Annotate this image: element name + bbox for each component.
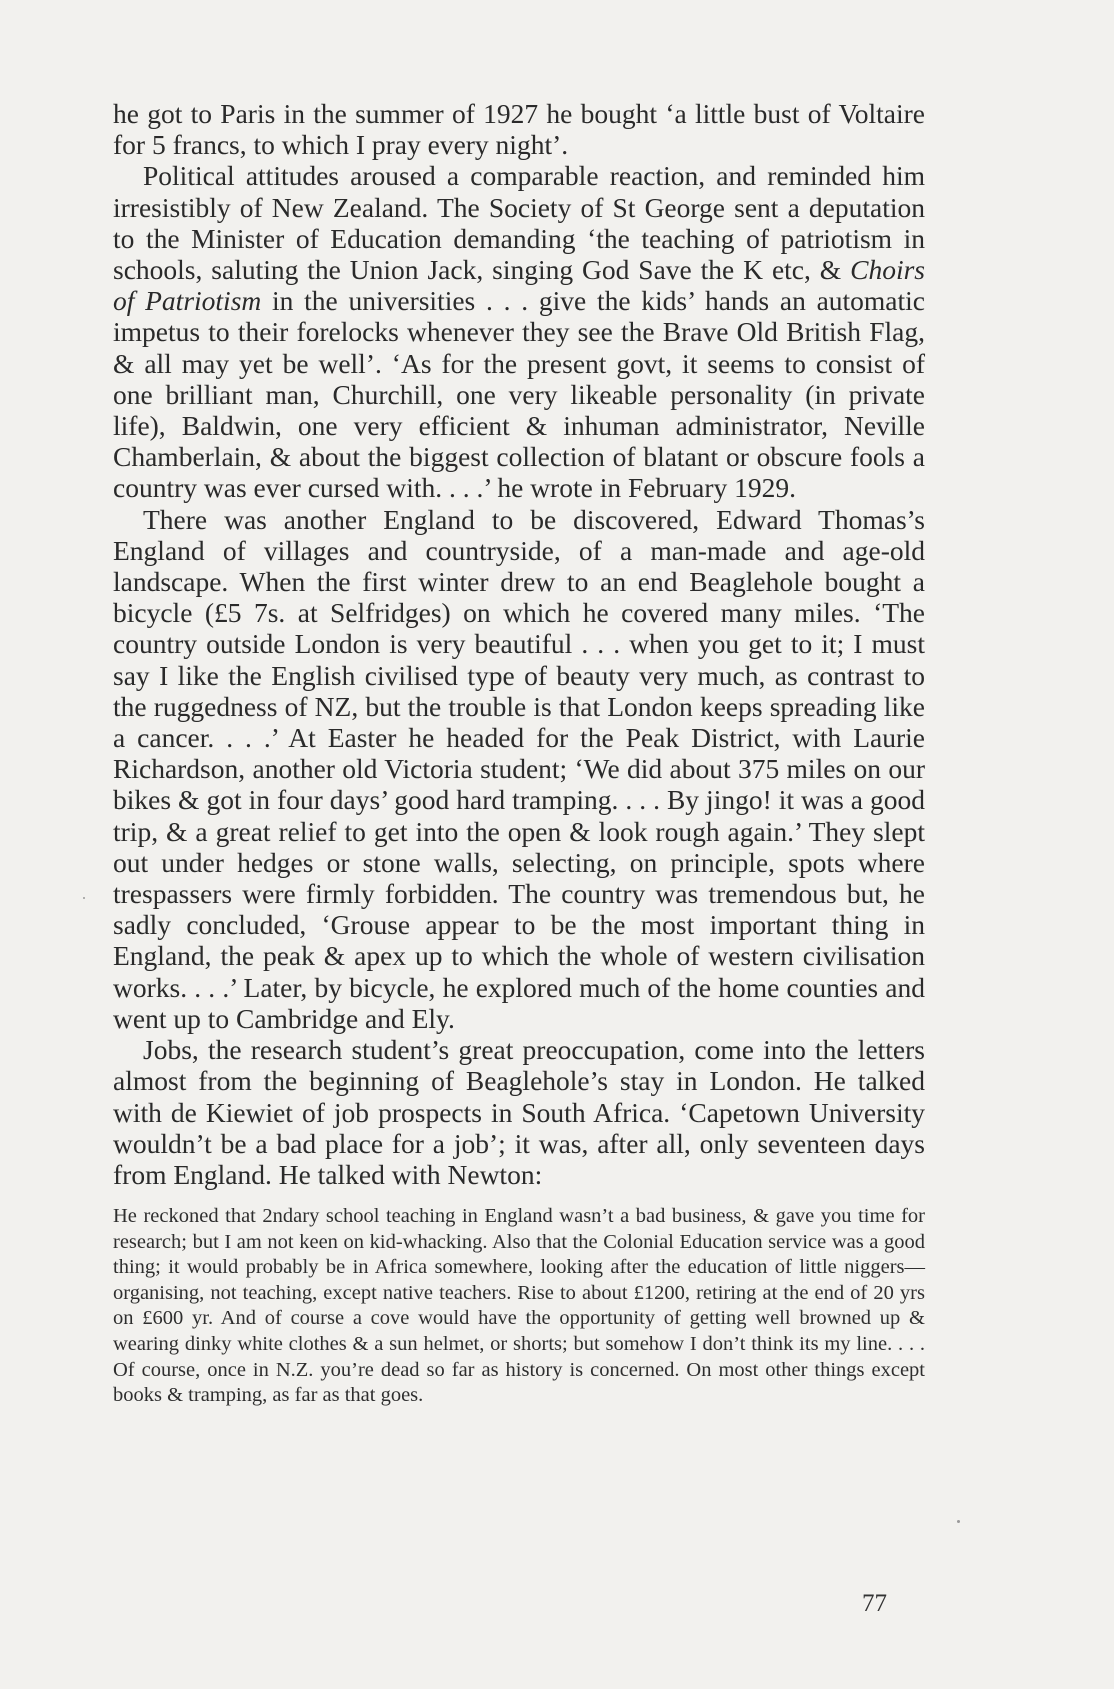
paragraph-1-text: he got to Paris in the summer of 1927 he bought ‘a little bust of Voltaire for 5 francs, to which I pray every night’. (113, 98, 925, 161)
paragraph-4 (113, 1034, 925, 1190)
paragraph-3-text: There was another England to be discovered, Edward Thomas’s England of villages and countryside, of a man-made and age-old landscape. When the first winter drew to an end Beaglehole bought a bicycle (£5 7s. at Selfridges) on which he covered many miles. ‘The country outside London is very beautiful . . . when you get to it; I must say I like the English civilised type of beauty very much, as contrast to the ruggedness of NZ, but the trouble is that London keeps spreading like a cancer. . . .’ At Easter he headed for the Peak District, with Laurie Richardson, another old Victoria student; ‘We did about 375 miles on our bikes & got in four days’ good hard tramping. . . . By jingo! it was a good trip, & a great relief to get into the open & look rough again.’ They slept out under hedges or stone walls, selecting, on principle, spots where trespassers were firmly forbidden. The country was tremendous but, he sadly concluded, ‘Grouse appear to be the most important thing in England, the peak & apex up to which the whole of western civilisation works. . . .’ Later, by bicycle, he explored much of the home counties and went up to Cambridge and Ely. (113, 503, 925, 1034)
page-body (113, 98, 925, 1409)
paragraph-1 (113, 98, 925, 160)
block-quote: He reckoned that 2ndary school teaching in England wasn’t a bad business, & gave you time for research; but I am not keen on kid-whacking. Also that the Colonial Education service was a good thing; it would probably be in Africa somewhere, looking after the education of little niggers—organising, not teaching, except native teachers. Rise to about £1200, retiring at the end of 20 yrs on £600 yr. And of course a cove would have the opportunity of getting well browned up & wearing dinky white clothes & a sun helmet, or shorts; but somehow I don’t think its my line. . . . Of course, once in N.Z. you’re dead so far as history is concerned. On most other things except books & tramping, as far as that goes. (113, 1205, 925, 1407)
paper-speck (957, 1520, 960, 1523)
paragraph-2-italic-phrase: Choirs of Patriotism (113, 254, 925, 317)
paragraph-2 (113, 160, 925, 503)
paragraph-2-text-end: in the universities . . . give the kids’ hands an automatic impetus to their forelocks whenever they see the Brave Old British Flag, & all may yet be well’. ‘As for the present govt, it seems to consist of one brilliant man, Churchill, one very likeable personality (in private life), Baldwin, one very efficient & inhuman administrator, Neville Chamberlain, & about the biggest collection of blatant or obscure fools a country was ever cursed with. . . .’ he wrote in February 1929. (113, 285, 926, 504)
paragraph-2-text-start: Political attitudes aroused a comparable reaction, and reminded him irresistibly of New Zealand. The Society of St George sent a deputation to the Minister of Education demanding ‘the teaching of patriotism in schools, saluting the Union Jack, singing God Save the K etc, & (113, 160, 925, 286)
paragraph-4-text: Jobs, the research student’s great preoccupation, come into the letters almost from the beginning of Beaglehole’s stay in London. He talked with de Kiewiet of job prospects in South Africa. ‘Capetown University wouldn’t be a bad place for a job’; it was, after all, only seventeen days from England. He talked with Newton: (113, 1034, 925, 1190)
paragraph-3 (113, 504, 925, 1034)
page-number: 77 (862, 1590, 887, 1617)
paper-speck (83, 897, 85, 899)
